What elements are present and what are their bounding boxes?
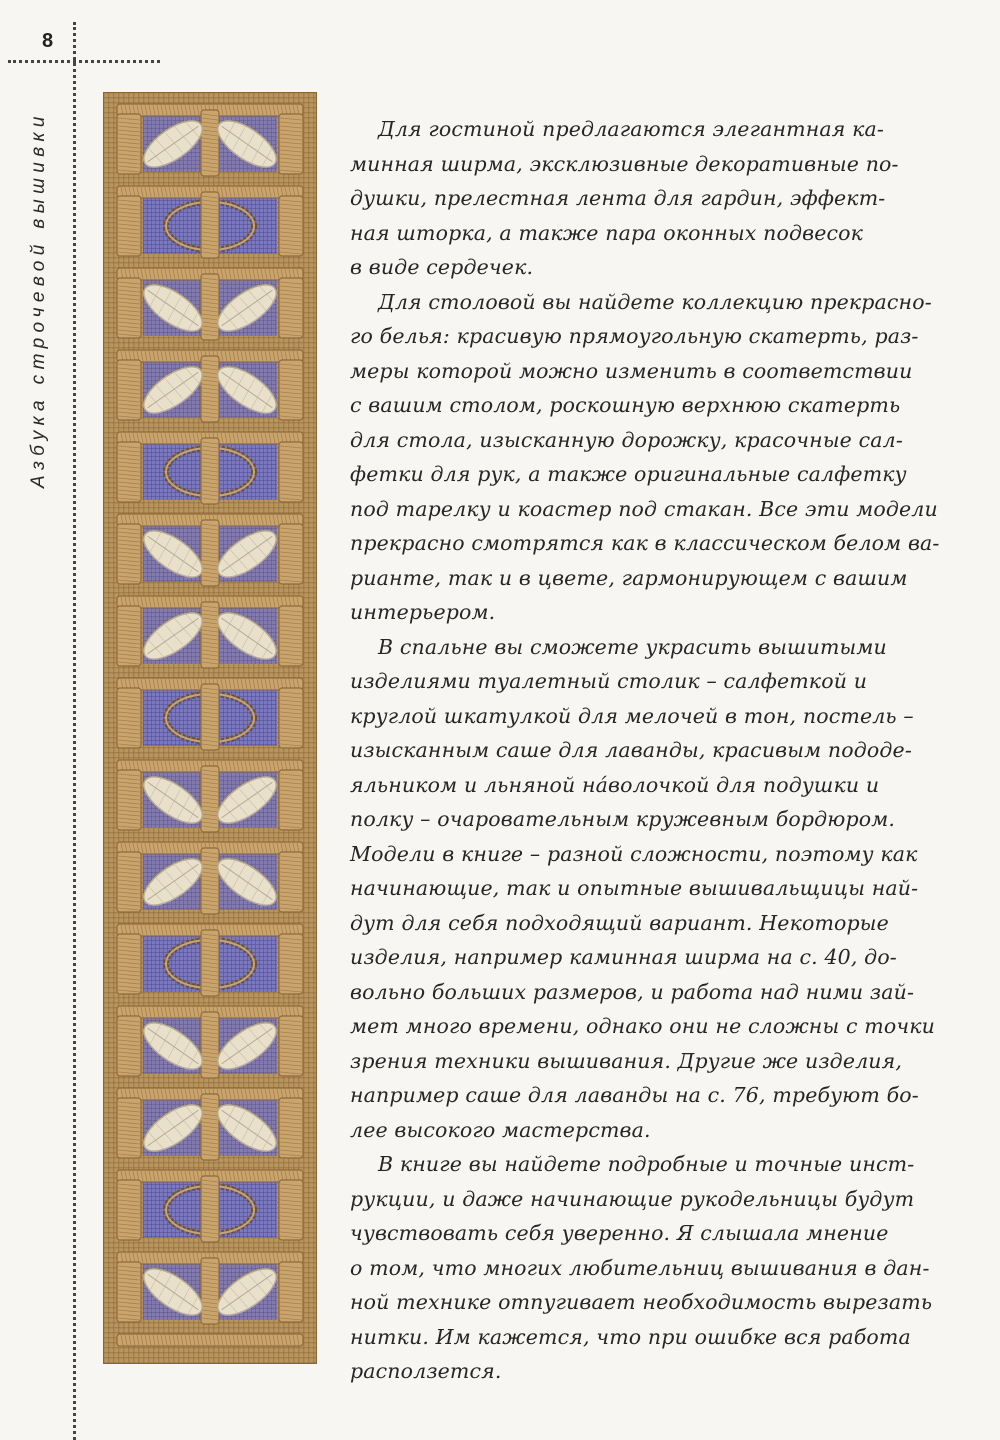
satin-bar [201, 1258, 219, 1324]
text-line: с вашим столом, роскошную верхнюю скатерть [350, 393, 901, 417]
text-line: прекрасно смотрятся как в классическом белом ва- [350, 531, 940, 555]
satin-bar [117, 360, 141, 420]
satin-bar [279, 196, 303, 256]
satin-bar [279, 1098, 303, 1158]
text-line: интерьером. [350, 600, 496, 624]
satin-bar [201, 1176, 219, 1242]
text-line: Для гостиной предлагаются элегантная ка- [378, 117, 884, 141]
satin-bar [279, 278, 303, 338]
text-line: полку – очаровательным кружевным бордюром. [350, 807, 896, 831]
text-line: ная шторка, а также пара оконных подвесок [350, 220, 864, 245]
satin-bar [279, 360, 303, 420]
satin-bar [201, 1094, 219, 1160]
satin-bar [201, 192, 219, 258]
text-line: Для столовой вы найдете коллекцию прекрасно- [378, 289, 932, 314]
text-line: яльником и льняной на́волочкой для подушки и [350, 772, 880, 797]
text-line: вольно больших размеров, и работа над ними зай- [350, 979, 915, 1004]
satin-bar [117, 1334, 303, 1346]
satin-bar [279, 770, 303, 830]
satin-bar [279, 606, 303, 666]
satin-bar [201, 520, 219, 586]
text-line: меры которой можно изменить в соответствии [350, 358, 913, 383]
satin-bar [201, 110, 219, 176]
satin-bar [117, 1016, 141, 1076]
text-line: начинающие, так и опытные вышивальщицы най- [350, 876, 919, 900]
dotted-rule-horizontal [8, 60, 160, 63]
satin-bar [279, 934, 303, 994]
satin-bar [117, 934, 141, 994]
satin-bar [117, 524, 141, 584]
satin-bar [279, 852, 303, 912]
text-line: в виде сердечек. [350, 255, 534, 279]
text-line: дут для себя подходящий вариант. Некоторые [350, 910, 889, 935]
satin-bar [117, 196, 141, 256]
satin-bar [117, 442, 141, 502]
text-line: минная ширма, эксклюзивные декоративные по- [350, 151, 899, 176]
text-line: чувствовать себя уверенно. Я слышала мнение [350, 1221, 889, 1245]
satin-bar [279, 1262, 303, 1322]
running-section-title: Азбука строчевой вышивки [28, 111, 49, 488]
satin-bar [279, 1016, 303, 1076]
embroidery-band-illustration [103, 92, 317, 1364]
text-line: например саше для лаванды на с. 76, требуют бо- [350, 1083, 919, 1107]
text-line: для стола, изысканную дорожку, красочные сал- [350, 427, 903, 452]
text-line: го белья: красивую прямоугольную скатерть, раз- [350, 324, 919, 348]
satin-bar [117, 1180, 141, 1240]
text-line: зрения техники вышивания. Другие же изделия, [350, 1048, 903, 1073]
text-line: изделия, например каминная ширма на с. 40, до- [350, 945, 897, 969]
text-line: ной технике отпугивает необходимость вырезать [350, 1290, 933, 1314]
satin-bar [201, 438, 219, 504]
text-line: фетки для рук, а также оригинальные салфетку [350, 462, 907, 486]
satin-bar [117, 688, 141, 748]
satin-bar [201, 356, 219, 422]
text-line: о том, что многих любительниц вышивания в дан- [350, 1255, 930, 1280]
satin-bar [279, 114, 303, 174]
text-line: В спальне вы сможете украсить вышитыми [378, 634, 887, 659]
satin-bar [117, 114, 141, 174]
page-number: 8 [42, 30, 54, 52]
satin-bar [117, 278, 141, 338]
body-text [350, 112, 950, 1389]
text-line: изысканным саше для лаванды, красивым пододе- [350, 738, 912, 762]
text-line: Модели в книге – разной сложности, поэтому как [350, 841, 918, 866]
satin-bar [201, 274, 219, 340]
text-line: мет много времени, однако они не сложны с точки [350, 1014, 935, 1038]
text-line: под тарелку и коастер под стакан. Все эти модели [350, 496, 938, 521]
text-line: рианте, так и в цвете, гармонирующем с вашим [350, 565, 908, 590]
satin-bar [117, 1262, 141, 1322]
satin-bar [201, 684, 219, 750]
satin-bar [117, 770, 141, 830]
satin-bar [279, 524, 303, 584]
dotted-rule-vertical [73, 22, 76, 1440]
satin-bar [201, 930, 219, 996]
satin-bar [201, 1012, 219, 1078]
satin-bar [117, 1098, 141, 1158]
text-line: расползется. [350, 1359, 502, 1383]
embroidery-band-icon [103, 92, 317, 1364]
satin-bar [201, 766, 219, 832]
text-line: рукции, и даже начинающие рукодельницы будут [350, 1186, 915, 1211]
text-line: душки, прелестная лента для гардин, эффект- [350, 186, 886, 210]
text-line: изделиями туалетный столик – салфеткой и [350, 669, 868, 693]
satin-bar [279, 688, 303, 748]
satin-bar [201, 848, 219, 914]
satin-bar [117, 606, 141, 666]
satin-bar [279, 442, 303, 502]
text-line: В книге вы найдете подробные и точные инст- [378, 1152, 915, 1176]
satin-bar [279, 1180, 303, 1240]
text-line: круглой шкатулкой для мелочей в тон, постель – [350, 703, 914, 728]
satin-bar [201, 602, 219, 668]
satin-bar [117, 852, 141, 912]
text-line: лее высокого мастерства. [350, 1117, 651, 1142]
text-line: нитки. Им кажется, что при ошибке вся работа [350, 1324, 911, 1349]
